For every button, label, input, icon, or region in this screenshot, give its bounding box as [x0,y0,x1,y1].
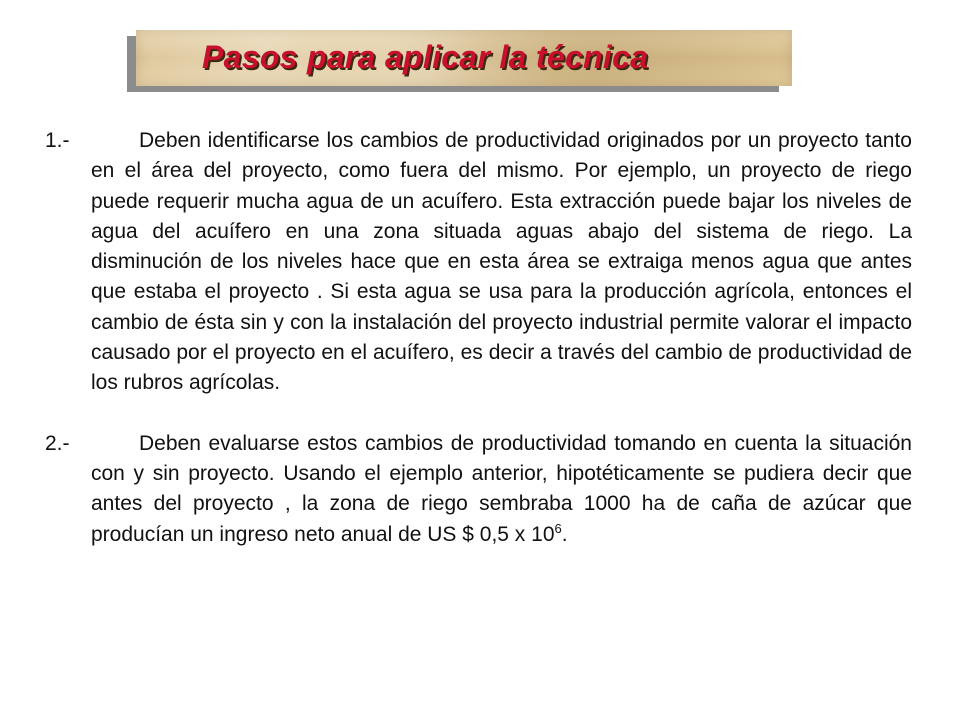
item-number: 1.- [45,129,70,152]
item-text-wrap [91,429,912,550]
item-text-suffix: . [561,522,568,546]
exponent: 6 [554,520,562,536]
title-banner-box [136,30,792,86]
list-item-1 [45,126,912,399]
page-title: Pasos para aplicar la técnica [202,39,649,75]
document-body [45,126,912,550]
item-number: 2.- [45,431,70,455]
item-text: Deben identificarse los cambios de productividad originados por un proyecto tanto en el área del proyecto, como fuera del mismo. Por ejemplo, un proyecto de riego puede requerir mucha agua de un acuífero. Esta extracción puede bajar los niveles de agua del acuífero en una zona situada aguas abajo del sistema de riego. La disminución de los niveles hace que en esta área se extraiga menos agua que antes que estaba el proyecto . Si esta agua se usa para la producción agrícola, entonces el cambio de ésta sin y con la instalación del proyecto industrial permite valorar el impacto causado por el proyecto en el acuífero, es decir a través del cambio de productividad de los rubros agrícolas. [91,129,912,395]
item-text: Deben evaluarse estos cambios de productividad tomando en cuenta la situación con y sin proyecto. Usando el ejemplo anterior, hipotéticamente se pudiera decir que antes del proyecto , la zona de riego sembraba 1000 ha de caña de azúcar que producían un ingreso neto anual de US $ 0,5 x 10 [91,431,912,546]
list-item-2 [45,429,912,550]
title-banner [127,30,792,92]
